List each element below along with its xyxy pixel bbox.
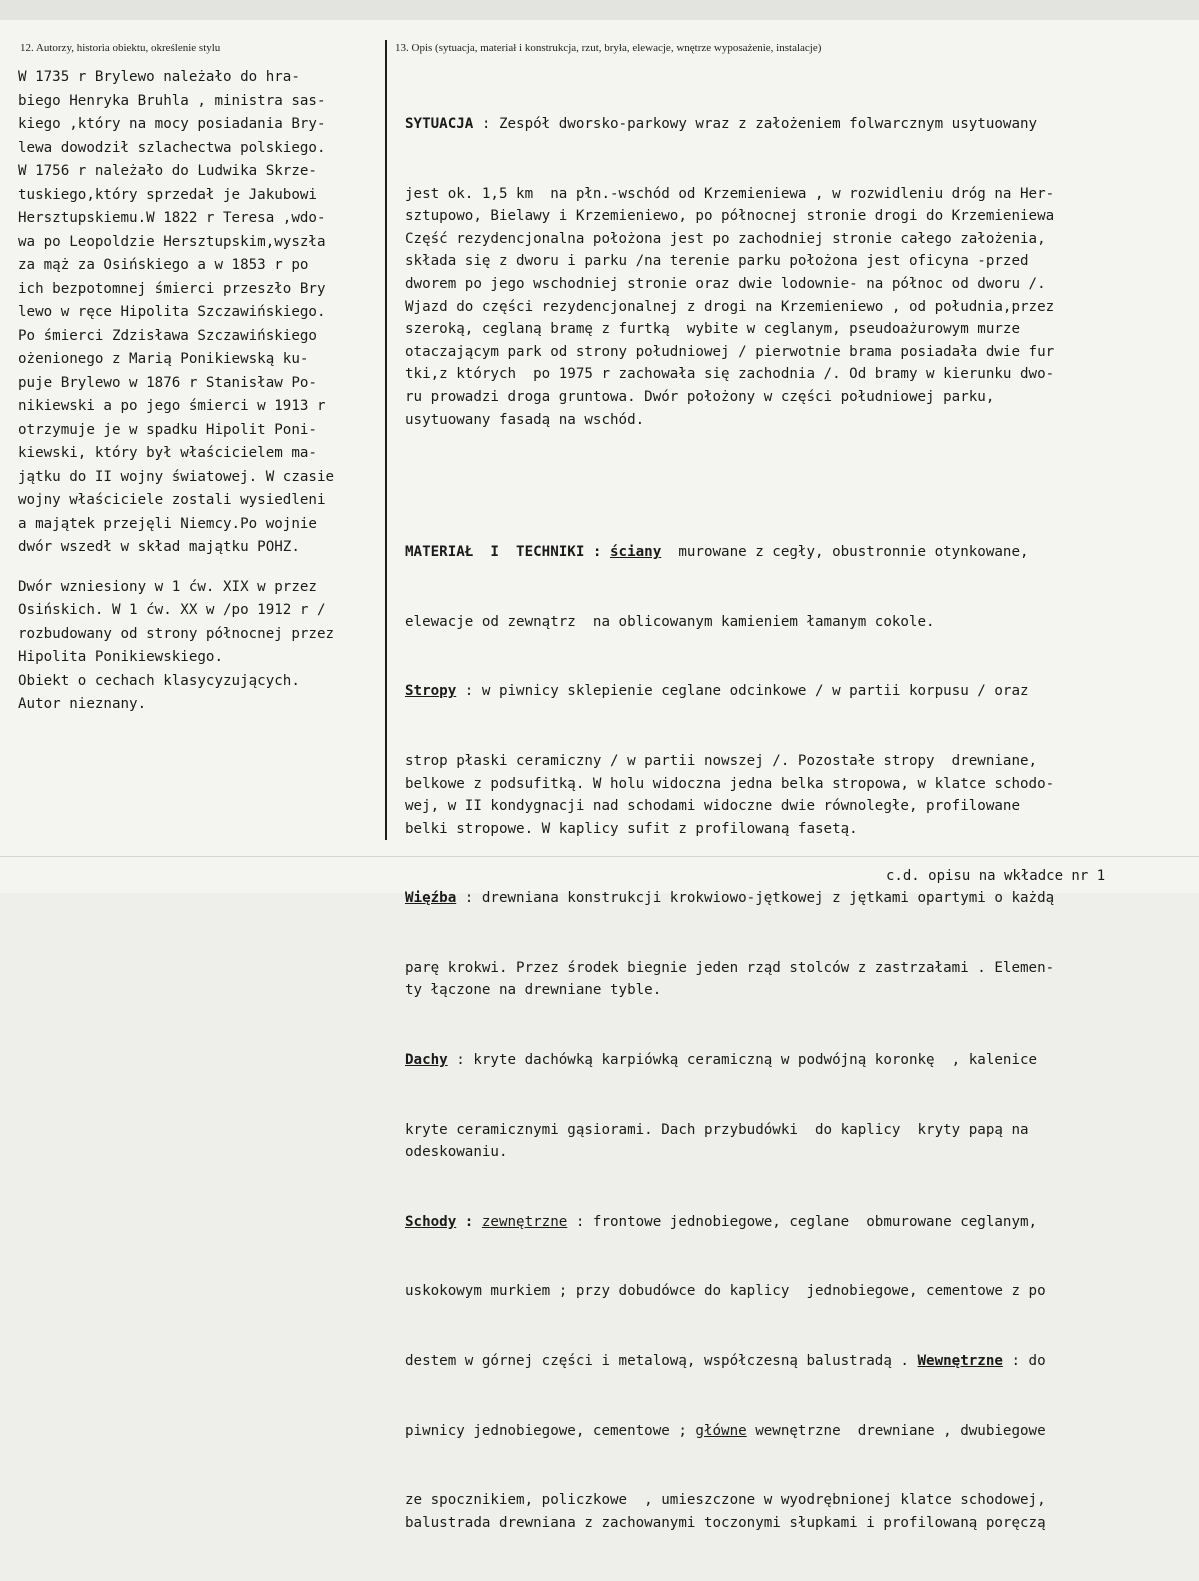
- column-divider: [385, 40, 387, 840]
- roof-truss-text-line: ty łączone na drewniane tyble.: [405, 982, 662, 999]
- history-line: kiewski, który był właścicielem ma-: [18, 445, 317, 461]
- continuation-note: c.d. opisu na wkładce nr 1: [886, 868, 1106, 884]
- header-section-12: 12. Autorzy, historia obiektu, określenie stylu: [20, 42, 221, 54]
- situation-text-line: jest ok. 1,5 km na płn.-wschód od Krzemieniewa , w rozwidleniu dróg na Her-: [405, 185, 1055, 202]
- history-line: lewo w ręce Hipolita Szczawińskiego.: [18, 304, 326, 320]
- roof-truss-text-line: parę krokwi. Przez środek biegnie jeden rząd stolców z zastrzałami . Elemen-: [405, 959, 1055, 976]
- external-label: zewnętrzne: [481, 1213, 568, 1230]
- history-line: kiego ,który na mocy posiadania Bry-: [18, 116, 326, 132]
- history-line: ożenionego z Marią Ponikiewską ku-: [18, 351, 309, 367]
- material-label: MATERIAŁ I TECHNIKI: [405, 544, 585, 561]
- dating-line: rozbudowany od strony północnej przez: [18, 625, 335, 642]
- description-column: [405, 66, 1197, 1581]
- history-line: puje Brylewo w 1876 r Stanisław Po-: [18, 374, 317, 391]
- history-line: W 1735 r Brylewo należało do hra-: [18, 69, 300, 85]
- history-line: W 1756 r należało do Ludwika Skrze-: [18, 163, 317, 179]
- situation-text-line: Wjazd do części rezydencjonalnej z drogi na Krzemieniewo , od południa,przez: [405, 298, 1055, 315]
- walls-label: ściany: [610, 544, 662, 561]
- dating-line: Osińskich. W 1 ćw. XX w /po 1912 r /: [18, 602, 326, 618]
- history-line: biego Henryka Bruhla , ministra sas-: [18, 92, 326, 109]
- ceilings-text-line: strop płaski ceramiczny / w partii nowszej /. Pozostałe stropy drewniane,: [405, 752, 1038, 769]
- history-line: wa po Leopoldzie Hersztupskim,wyszła: [18, 233, 326, 250]
- stairs-text-line: ze spocznikiem, policzkowe , umieszczone w wyodrębnionej klatce schodowej,: [405, 1492, 1046, 1509]
- roofs-label: Dachy: [405, 1052, 448, 1069]
- history-line: ich bezpotomnej śmierci przeszło Bry: [18, 280, 326, 297]
- internal-label: Wewnętrzne: [917, 1353, 1003, 1370]
- roof-truss-line: Więźba : drewniana konstrukcji krokwiowo-jętkowej z jętkami opartymi o każdą: [405, 890, 1055, 907]
- ceilings-paragraph: [405, 750, 1197, 840]
- ceilings-text-line: wej, w II kondygnacji nad schodami widoczne dwie równoległe, profilowane: [405, 798, 1020, 815]
- history-line: jątku do II wojny światowej. W czasie: [18, 468, 335, 485]
- situation-paragraph: [405, 183, 1197, 432]
- ceilings-line: Stropy : w piwnicy sklepienie ceglane odcinkowe / w partii korpusu / oraz: [405, 683, 1029, 700]
- ceilings-text-line: belkowe z podsufitką. W holu widoczna jedna belka stropowa, w klatce schodo-: [405, 775, 1055, 792]
- dating-line: Dwór wzniesiony w 1 ćw. XIX w przez: [18, 578, 317, 595]
- history-column: [18, 66, 384, 717]
- history-line: Po śmierci Zdzisława Szczawińskiego: [18, 327, 317, 344]
- roofs-paragraph: [405, 1119, 1197, 1164]
- situation-text-line: składa się z dworu i parku /na terenie parku położona jest oficyna -przed: [405, 253, 1029, 270]
- material-text-line: elewacje od zewnątrz na oblicowanym kamieniem łamanym cokole.: [405, 613, 935, 630]
- stairs-label: Schody: [405, 1213, 457, 1230]
- stairs-line-3: destem w górnej części i metalową, współczesną balustradą . Wewnętrzne : do: [405, 1353, 1046, 1370]
- history-line: dwór wszedł w skład majątku POHZ.: [18, 539, 300, 555]
- history-line: tuskiego,który sprzedał je Jakubowi: [18, 186, 317, 203]
- dating-line: Obiekt o cechach klasycyzujących.: [18, 672, 300, 689]
- header-section-13: 13. Opis (sytuacja, materiał i konstrukcja, rzut, bryła, elewacje, wnętrze wyposażenie, instalacje): [395, 42, 822, 54]
- stairs-text-line: balustrada drewniana z zachowanymi toczonymi słupkami i profilowaną poręczą: [405, 1514, 1046, 1531]
- history-line: wojny właściciele zostali wysiedleni: [18, 492, 326, 508]
- roofs-text-line: kryte ceramicznymi gąsiorami. Dach przybudówki do kaplicy kryty papą na: [405, 1121, 1029, 1138]
- roofs-text-line: odeskowaniu.: [405, 1144, 508, 1161]
- stairs-paragraph: [405, 1489, 1197, 1534]
- history-line: lewa dowodził szlachectwa polskiego.: [18, 139, 326, 156]
- stairs-line: Schody : zewnętrzne : frontowe jednobiegowe, ceglane obmurowane ceglanym,: [405, 1213, 1038, 1230]
- material-paragraph: [405, 611, 1197, 634]
- stairs-line-4: piwnicy jednobiegowe, cementowe ; główne wewnętrzne drewniane , dwubiegowe: [405, 1422, 1046, 1439]
- history-line: za mąż za Osińskiego a w 1853 r po: [18, 257, 309, 273]
- ceilings-text-line: belki stropowe. W kaplicy sufit z profilowaną fasetą.: [405, 820, 858, 837]
- dating-line: Hipolita Ponikiewskiego.: [18, 649, 223, 665]
- history-line: otrzymuje je w spadku Hipolit Poni-: [18, 421, 317, 438]
- situation-text-line: tki,z których po 1975 r zachowała się zachodnia /. Od bramy w kierunku dwo-: [405, 366, 1055, 383]
- stairs-line-2: uskokowym murkiem ; przy dobudówce do kaplicy jednobiegowe, cementowe z po: [405, 1283, 1046, 1300]
- situation-text-line: dworem po jego wschodniej stronie oraz dwie lodownie- na północ od dworu /.: [405, 275, 1046, 292]
- main-label: główne: [695, 1422, 747, 1439]
- situation-text-line: szeroką, ceglaną bramę z furtką wybite w ceglanym, pseudoażurowym murze: [405, 321, 1020, 338]
- roof-truss-label: Więźba: [405, 890, 457, 907]
- situation-text-line: sztupowo, Bielawy i Krzemieniewo, po północnej stronie drogi do Krzemieniewa: [405, 208, 1055, 225]
- situation-text-line: usytuowany fasadą na wschód.: [405, 411, 645, 428]
- ceilings-label: Stropy: [405, 683, 457, 700]
- situation-label: SYTUACJA: [405, 116, 474, 132]
- scan-top-strip: [0, 0, 1199, 20]
- situation-line: SYTUACJA : Zespół dworsko-parkowy wraz z założeniem folwarcznym usytuowany: [405, 116, 1038, 132]
- history-line: nikiewski a po jego śmierci w 1913 r: [18, 398, 326, 414]
- scan-fold-line: [0, 856, 1199, 857]
- history-line: a majątek przejęli Niemcy.Po wojnie: [18, 515, 317, 532]
- roofs-line: Dachy : kryte dachówką karpiówką ceramiczną w podwójną koronkę , kalenice: [405, 1052, 1038, 1069]
- history-line: Hersztupskiemu.W 1822 r Teresa ,wdo-: [18, 210, 326, 226]
- material-line: MATERIAŁ I TECHNIKI : ściany murowane z cegły, obustronnie otynkowane,: [405, 544, 1029, 561]
- situation-text-line: ru prowadzi droga gruntowa. Dwór położony w części południowej parku,: [405, 388, 995, 405]
- dating-line: Autor nieznany.: [18, 696, 147, 712]
- roof-truss-paragraph: [405, 957, 1197, 1002]
- situation-text-line: otaczającym park od strony południowej / pierwotnie brama posiadała dwie fur: [405, 343, 1055, 360]
- situation-text-line: Część rezydencjonalna położona jest po zachodniej stronie całego założenia,: [405, 230, 1046, 247]
